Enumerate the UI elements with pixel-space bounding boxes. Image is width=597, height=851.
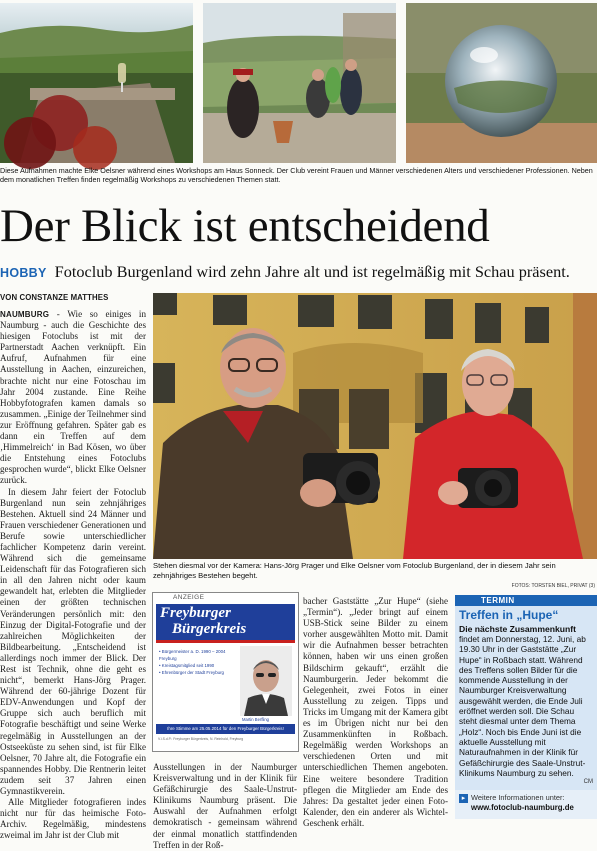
subheadline-row — [0, 262, 597, 282]
photo-glass-sphere — [406, 3, 597, 163]
ad-banner — [156, 604, 295, 747]
arrow-right-icon: ▸ — [459, 794, 468, 803]
photo-garden-wine-glass-image — [0, 3, 193, 163]
photo-garden-wine-glass — [0, 3, 193, 163]
article-column-3: bacher Gaststätte „Zur Hupe“ (siehe „Termin“). „Jeder bringt auf einem USB-Stick seine Bilder zu einem vorher ausgewählten Motto mit. Damit wir die Aufnahmen besser betrachten können, haben wir uns einen großen Bildschirm gekauft“, erzählt die Naumburgerin. Jeder bekommt die Gelegenheit, zwei Fotos in einer Ausstellung zu zeigen. Tipps und Tricks im Umgang mit der Kamera gibt es im Übrigen nicht nur bei den Zusammenkünften in Roßbach. Regelmäßig werden Workshops an verschiedenen Orten und mit unterschiedlichen Themen angeboten. Eine weitere besondere Tradition pflegen die Mitglieder am Ende des Jahres: Da gestaltet jeder einen Foto-Kalender, den ein anderer als Wichtel-Geschenk erhält. — [303, 596, 448, 828]
main-photo-image — [153, 293, 597, 559]
ad-vote-bar: Ihre Stimme am 25.05.2014 für den Freyburger Bürgerkreis! — [156, 724, 295, 734]
termin-label: TERMIN — [455, 595, 597, 606]
ad-label: ANZEIGE — [173, 594, 205, 601]
headline: Der Blick ist entscheidend — [0, 200, 490, 252]
termin-box — [455, 595, 597, 819]
main-photo-caption: Stehen diesmal vor der Kamera: Hans-Jörg Prager und Elke Oelsner vom Fotoclub Burgenland, der in diesem Jahr sein zehnjähriges Bestehen begeht. — [153, 561, 556, 580]
ad-person-name: Martin Berfling — [242, 717, 269, 722]
termin-title: Treffen in „Hupe“ — [459, 608, 559, 622]
ad-bullet-1: • Bürgermeister a. D. 1990 – 2004 Freyburg — [159, 649, 226, 661]
termin-initials: CM — [583, 779, 593, 785]
section-tag: HOBBY — [0, 266, 47, 280]
main-photo-portrait — [153, 293, 597, 559]
ad-title-line-1: Freyburger — [160, 605, 231, 621]
ad-title-line-2: Bürgerkreis — [172, 621, 247, 637]
dateline: NAUMBURG — [0, 310, 50, 319]
byline: VON CONSTANZE MATTHES — [0, 293, 109, 302]
subheadline: Fotoclub Burgenland wird zehn Jahre alt und ist regelmäßig mit Schau präsent. — [54, 262, 570, 281]
photo-glass-sphere-image — [406, 3, 597, 163]
paragraph-3: Alle Mitglieder fotografieren indes nicht nur für das heimische Foto-Archiv. Regelmäßig, mindestens zweimal im Jahr ist der Club mit — [0, 797, 146, 841]
photo-workshop-group — [203, 3, 396, 163]
termin-more-info: Weitere Informationen unter: — [471, 793, 565, 802]
termin-footer — [455, 790, 597, 819]
photo-workshop-group-image — [203, 3, 396, 163]
ad-box — [152, 592, 299, 752]
paragraph-2: In diesem Jahr feiert der Fotoclub Burgenland nun sein zehnjähriges Bestehen. Aktuell sind 24 Männer und Frauen verschiedener Generationen und Berufe sowie unterschiedlicher fachlicher Kompetenz darin vereint. Während sich die gemeinsame Leidenschaft für das Fotografieren sich in all den Jahren nicht oder kaum gewandelt hat, erlebten die Mitglieder einen der größten technischen Veränderungen persönlich mit: den Einzug der Digital-Fotografie und der zahlreichen Möglichkeiten der Bildbearbeitung. „Entscheidend ist allerdings noch immer der Blick. Der Rest ist Technik, ohne die geht es nicht“, bemerkt Hans-Jörg Prager. Während der 60-jährige Dozent für EDV-Anwendungen und Kopf der Gruppe sich auch beruflich mit Fotografie beschäftigt und seine Werke regelmäßig in Ausstellungen an der Ostseeküste zu sehen sind, ist für Elke Oelsner, 70 Jahre alt, die Fotografie ein spannendes Hobby. Die Rentnerin leitet zudem seit 37 Jahren einen Gymnastikverein. — [0, 486, 146, 797]
ad-small-print: V.i.S.d.P.: Freyburger Bürgerkreis, N. Reinhold, Freyburg — [158, 737, 244, 741]
ad-portrait-image — [240, 646, 292, 716]
ad-bullet-2: • Kreistagsmitglied seit 1990 — [159, 663, 215, 668]
article-column-1 — [0, 309, 146, 841]
termin-subtitle: Die nächste Zusammenkunft — [459, 624, 576, 634]
ad-bullets — [159, 648, 237, 676]
termin-url-link[interactable]: www.fotoclub-naumburg.de — [471, 803, 574, 812]
termin-body: findet am Donnerstag, 12. Juni, ab 19.30 Uhr in der Gaststätte „Zur Hupe“ in Roßbach statt. Während des Treffens sollen Bilder für die kommende Ausstellung in der Naumburger Kreisverwaltung ausgewählt werden, die Ende Juli eröffnet werden soll. Die Schau steht diesmal unter dem Thema „Holz“. Noch bis Ende Juni ist die aktuelle Ausstellung mit Naturaufnahmen in der Klinik für Gefäßchirurgie des Saale-Unstrut-Klinikums Naumburg zu sehen. — [459, 634, 586, 778]
top-photo-caption: Diese Aufnahmen machte Elke Oelsner während eines Workshops am Haus Sonneck. Der Club vereint Frauen und Männer verschiedenen Alters und verschiedener Professionen. Neben dem monatlichen Treffen finden regelmäßig Workshops zu verschiedenen Themen statt. — [0, 166, 593, 184]
ad-red-stripe — [156, 640, 295, 643]
ad-title-block — [156, 604, 295, 640]
ad-bullet-3: • Ehrenbürger der Stadt Freyburg — [159, 670, 224, 675]
photo-credit: FOTOS: TORSTEN BIEL, PRIVAT (3) — [511, 583, 595, 589]
ad-portrait — [240, 646, 292, 716]
article-column-2: Ausstellungen in der Naumburger Kreisverwaltung und in der Klinik für Gefäßchirurgie des Saale-Unstrut-Klinikums Naumburg präsent. Die Auswahl der Aufnahmen erfolgt demokratisch - gemeinsam während der einmal monatlich stattfindenden Treffen in der Roß- — [153, 762, 297, 850]
paragraph-1: - Wie so einiges in Naumburg - auch die Geschichte des hiesigen Fotoclubs ist mit der Partnerstadt Aachen verknüpft. Ein Aufruf, Aufnahmen für eine Ausstellung in Aachen, einzureichen, brachte nicht nur eine Fotoschau im Jahr 2004 zustande. Eine Reihe Hobbyfotografen kamen damals so zusammen. „Einige der Teilnehmer sind zur Eröffnung gefahren. Später gab es dann ein Treffen auf dem ‚Himmelreich‘ in Bad Kösen, wo über die Entstehung eines Fotoclubs gesprochen wurde“, blickt Elke Oelsner zurück. — [0, 309, 146, 486]
